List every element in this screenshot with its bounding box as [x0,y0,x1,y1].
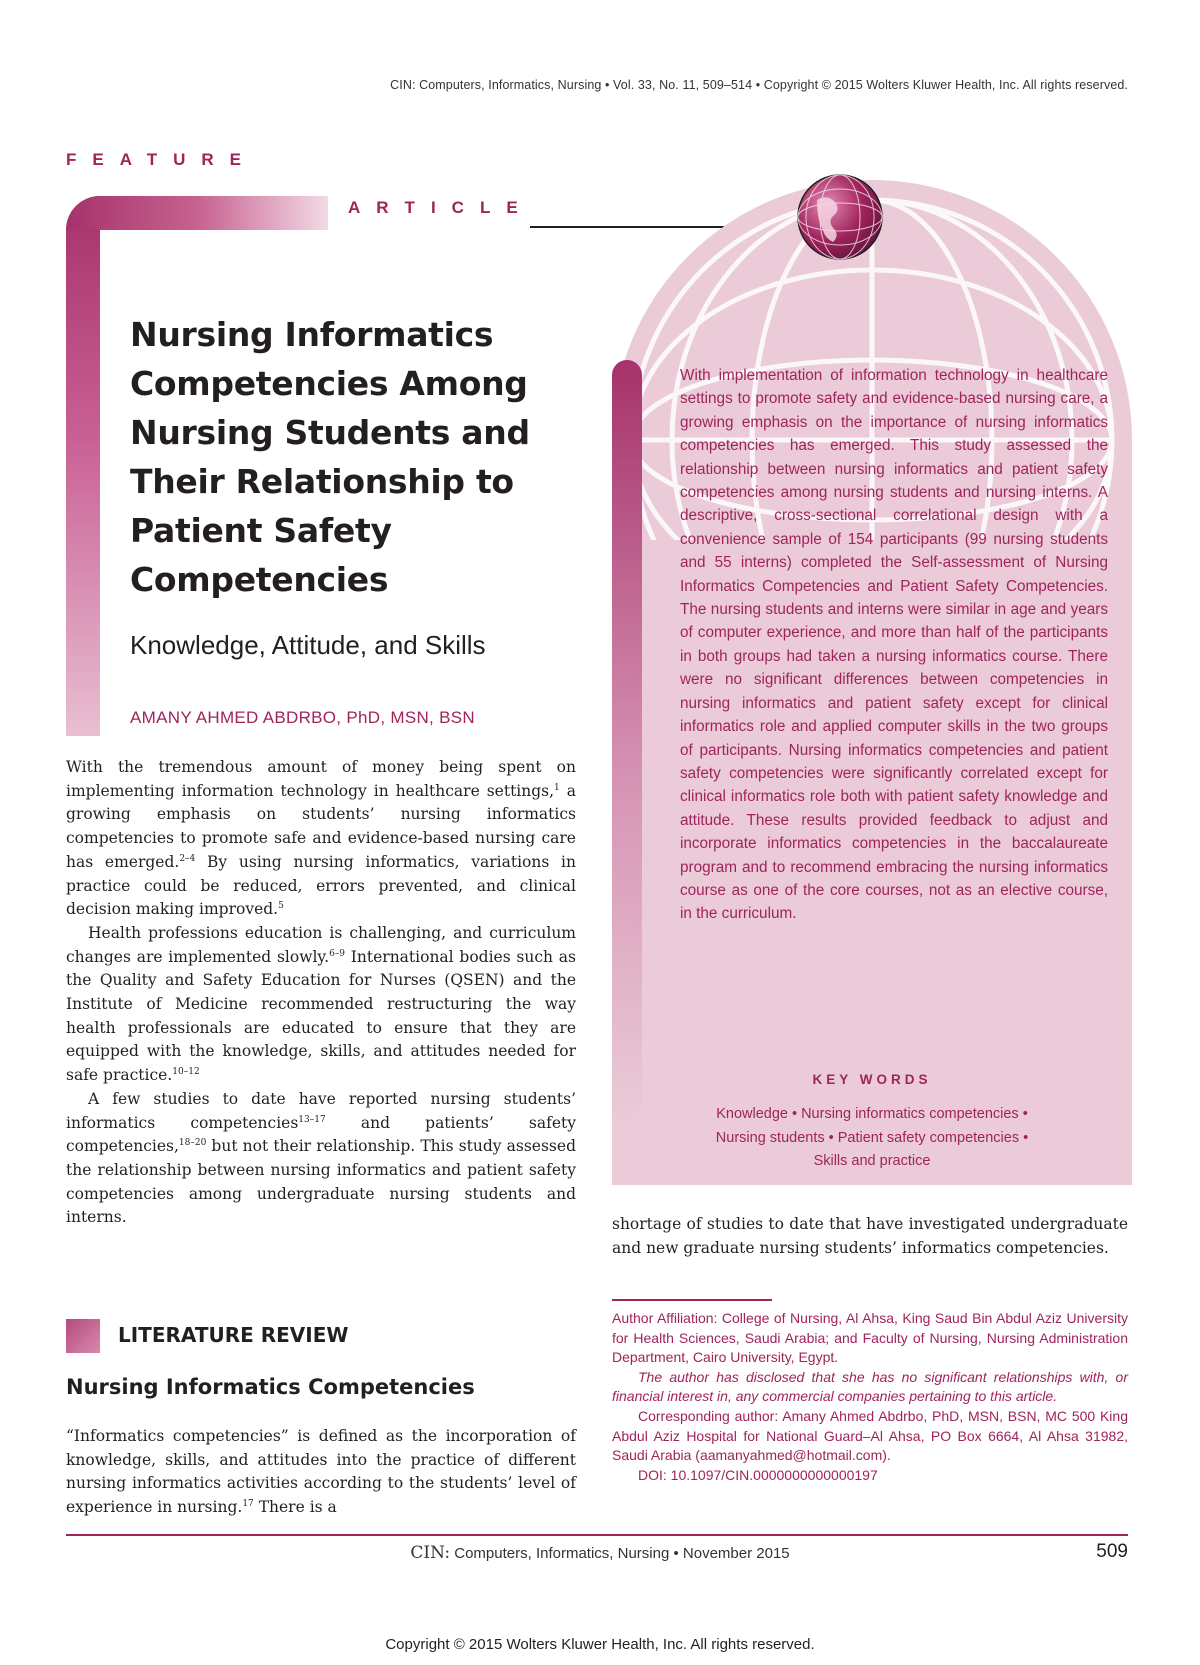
body-column-left [66,756,576,1230]
affiliation-rule [612,1299,772,1301]
footer-journal [0,1543,1200,1563]
keywords-line: Skills and practice [813,1153,931,1169]
globe-icon [795,172,885,262]
decorative-bracket-horizontal [66,196,328,230]
abstract-text: With implementation of information technology in healthcare settings to promote safety and evidence-based nursing care, a growing emphasis on the importance of nursing informatics competencies has emerged. This study assessed the relationship between nursing informatics and patient safety competencies among nursing students and nursing interns. A descriptive, cross-sectional correlational design with a convenience sample of 154 participants (99 nursing students and 55 interns) completed the Self-assessment of Nursing Informatics Competencies and Patient Safety Competencies. The nursing students and interns were similar in age and years of computer experience, and more than half of the participants in both groups had taken a nursing informatics course. There were no significant differences between competencies in nursing informatics and patient safety except for clinical informatics role and applied computer skills in the two groups of participants. Nursing informatics competencies and patient safety competencies were significantly correlated except for clinical informatics role both with patient safety knowledge and attitude. These results provided feedback to adjust and incorporate informatics competencies in the baccalaureate program and to recommend embracing the nursing informatics course as one of the core courses, not as an elective course, in the curriculum. [680,367,1108,923]
affiliation-block [612,1309,1128,1485]
paragraph-studies: A few studies to date have reported nursing students’ informatics competencies$^{13-17}$ and patients’ safety competencies,$^{18-20}$ but not their relationship. This study assessed the relationship between nursing informatics and patient safety competencies among undergraduate nursing students and interns. [66,1089,577,1227]
section-marker-icon [66,1319,100,1353]
copyright-notice: Copyright © 2015 Wolters Kluwer Health, Inc. All rights reserved. [385,1636,815,1653]
title-line: Nursing Students and [130,413,530,452]
author-name: AMANY AHMED ABDRBO, PhD, MSN, BSN [130,708,475,727]
title-line: Competencies Among [130,364,528,403]
body-column-left-lower [66,1425,576,1520]
paragraph-definition: “Informatics competencies” is defined as the incorporation of knowledge, skills, and attitudes into the practice of different nursing informatics activities according to the students’ level of experience in nursing.$^{17}$ There is a [66,1427,576,1517]
article-subtitle: Knowledge, Attitude, and Skills [130,630,486,660]
subsection-heading: Nursing Informatics Competencies [66,1375,475,1399]
author-affiliation: Author Affiliation: College of Nursing, Al Ahsa, King Saud Bin Abdul Aziz University for Health Sciences, Saudi Arabia; and Faculty of Nursing, Nursing Administration Department, Cairo University, Egypt. [612,1310,1128,1366]
keywords-line: Knowledge • Nursing informatics competencies • [716,1106,1028,1122]
body-column-right [612,1213,1128,1260]
feature-label: FEATURE [66,150,258,169]
disclosure: The author has disclosed that she has no significant relationships with, or financial interest in, any commercial companies pertaining to this article. [612,1368,1128,1405]
title-line: Their Relationship to [130,462,514,501]
title-line: Competencies [130,560,389,599]
section-heading: LITERATURE REVIEW [118,1323,349,1347]
panel-tab [612,360,642,1120]
keywords-heading: KEY WORDS [812,1072,932,1087]
keywords-list [660,1103,1084,1174]
title-line: Nursing Informatics [130,315,494,354]
corresponding-author: Corresponding author: Amany Ahmed Abdrbo, PhD, MSN, BSN, MC 500 King Abdul Aziz Hospital for National Guard–Al Ahsa, PO Box 6664, Al Ahsa 31982, Saudi Arabia (aamanyahmed@hotmail.com). [612,1407,1128,1464]
title-line: Patient Safety [130,511,392,550]
doi: DOI: 10.1097/CIN.0000000000000197 [638,1466,878,1483]
article-title [130,310,570,604]
paragraph-continuation: shortage of studies to date that have investigated undergraduate and new graduate nursing students’ informatics competencies. [612,1215,1128,1257]
decorative-bracket-vertical [66,196,100,736]
footer-rule [66,1534,1128,1536]
keywords-line: Nursing students • Patient safety competencies • [715,1129,1029,1146]
footer-journal-abbrev: CIN: [410,1543,451,1563]
page-number: 509 [1096,1541,1128,1562]
paragraph-intro: With the tremendous amount of money being spent on implementing information technology in healthcare settings,$^1$ a growing emphasis on students’ nursing informatics competencies to promote safe and evidence-based nursing care has emerged.$^{2-4}$ By using nursing informatics, variations in practice could be reduced, errors prevented, and clinical decision making improved.$^5$ [66,758,576,919]
paragraph-education: Health professions education is challenging, and curriculum changes are implemented slowly.$^{6-9}$ International bodies such as the Quality and Safety Education for Nurses (QSEN) and the Institute of Medicine recommended restructuring the way health professionals are educated to ensure that they are equipped with the knowledge, skills, and attitudes needed for safe practice.$^{10-12}$ [66,923,576,1085]
article-label: ARTICLE [348,198,534,217]
journal-header: CIN: Computers, Informatics, Nursing • Vol. 33, No. 11, 509–514 • Copyright © 2015 Wolters Kluwer Health, Inc. All rights reserved. [390,78,1128,92]
footer-journal-rest: Computers, Informatics, Nursing • November 2015 [450,1545,790,1562]
